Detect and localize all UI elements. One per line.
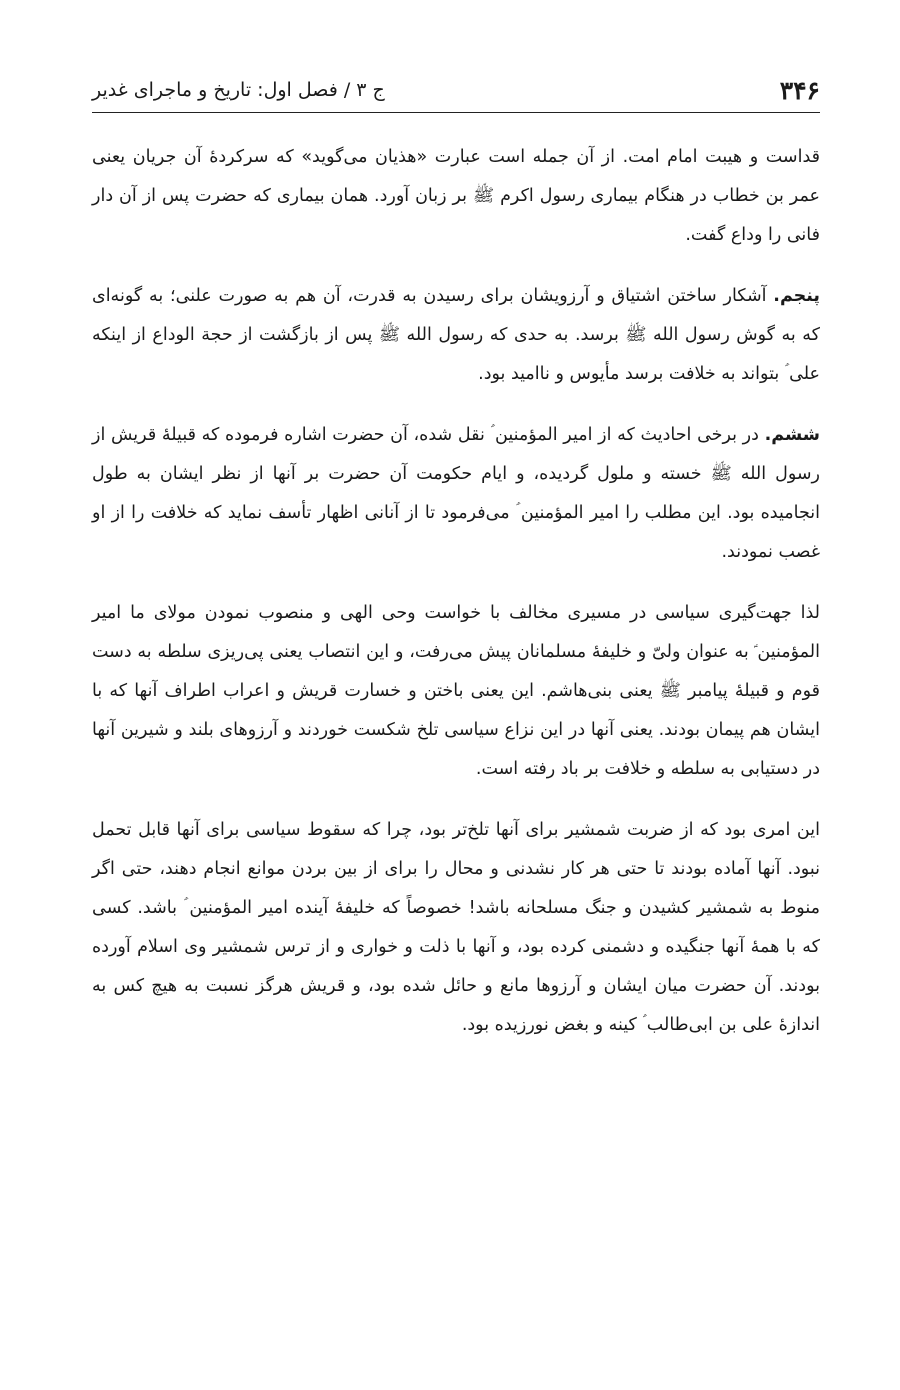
paragraph-5 — [92, 811, 820, 1045]
page-number: ۳۴۶ — [779, 75, 820, 105]
paragraph-2 — [92, 277, 820, 394]
paragraph-4 — [92, 594, 820, 789]
page-header — [92, 68, 820, 113]
paragraph-text: آشکار ساختن اشتیاق و آرزویشان برای رسیدن به قدرت، آن هم به صورت علنی؛ به گونه‌ای که به گوش رسول الله ﷺ برسد. به حدی که رسول الله ﷺ پس از بازگشت از حجة الوداع از اینکه علی ؑ بتواند به خلافت برسد مأیوس و ناامید بود. — [92, 286, 820, 384]
paragraph-3 — [92, 416, 820, 572]
paragraph-text: در برخی احادیث که از امیر المؤمنین ؑ نقل شده، آن حضرت اشاره فرموده که قبیلۀ قریش از رسول الله ﷺ خسته و ملول گردیده، و ایام حکومت آن حضرت بر آنها از نظر ایشان به طول انجامیده بود. این مطلب را امیر المؤمنین ؑ می‌فرمود تا از آنانی اظهار تأسف نماید که خلافت را از او غصب نمودند. — [92, 425, 820, 562]
running-title: ج ۳ / فصل اول: تاریخ و ماجرای غدیر — [92, 79, 385, 101]
paragraph-text: قداست و هیبت امام امت. از آن جمله است عبارت «هذیان می‌گوید» که سرکردۀ آن جریان یعنی عمر بن خطاب در هنگام بیماری رسول اکرم ﷺ بر زبان آورد. همان بیماری که حضرت پس از آن دار فانی را وداع گفت. — [92, 147, 820, 245]
paragraph-lead: پنجم. — [773, 286, 820, 306]
paragraph-text: این امری بود که از ضربت شمشیر برای آنها تلخ‌تر بود، چرا که سقوط سیاسی برای آنها قابل تحمل نبود. آنها آماده بودند تا حتی هر کار نشدنی و محال را برای از بین بردن موانع انجام دهند، حتی اگر منوط به شمشیر کشیدن و جنگ مسلحانه باشد! خصوصاً که خلیفۀ آینده امیر المؤمنین ؑ باشد. کسی که با همۀ آنها جنگیده و دشمنی کرده بود، و آنها با ذلت و خواری و از ترس شمشیر وی اسلام آورده بودند. آن حضرت میان ایشان و آرزوها مانع و حائل شده بود، و قریش هرگز نسبت به هیچ کس به اندازۀ علی بن ابی‌طالب ؑ کینه و بغض نورزیده بود. — [92, 820, 820, 1035]
body-text — [92, 138, 820, 1067]
paragraph-lead: ششم. — [764, 425, 820, 445]
paragraph-text: لذا جهت‌گیری سیاسی در مسیری مخالف با خواست وحی الهی و منصوب نمودن مولای ما امیر المؤمنین ؑ به عنوان ولیّ و خلیفۀ مسلمانان پیش می‌رفت، و این انتصاب یعنی پی‌ریزی سلطه به دست قوم و قبیلۀ پیامبر ﷺ یعنی بنی‌هاشم. این یعنی باختن و خسارت قریش و اعراب اطراف آنها که با ایشان هم پیمان بودند. یعنی آنها در این نزاع سیاسی تلخ شکست خوردند و آرزوهای بلند و شیرین آنها در دستیابی به سلطه و خلافت بر باد رفته است. — [92, 603, 820, 779]
paragraph-1 — [92, 138, 820, 255]
